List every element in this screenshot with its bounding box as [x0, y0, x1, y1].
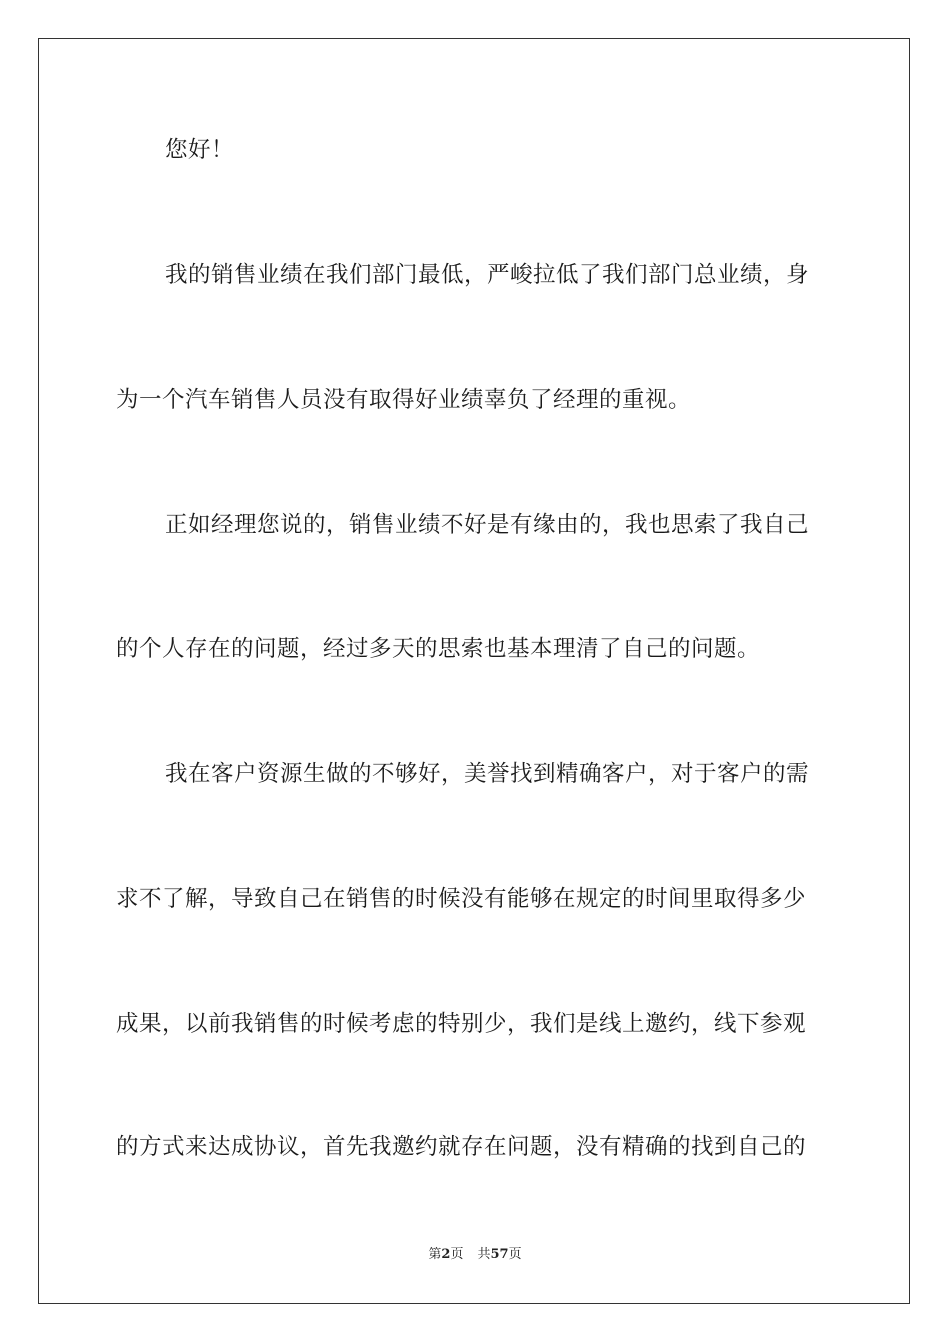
paragraph-line: 成果，以前我销售的时候考虑的特别少，我们是线上邀约，线下参观 [116, 1011, 807, 1037]
paragraph-line: 正如经理您说的，销售业绩不好是有缘由的，我也思索了我自己 [165, 512, 810, 538]
page-frame [38, 38, 910, 1304]
paragraph-line: 求不了解，导致自己在销售的时候没有能够在规定的时间里取得多少 [116, 886, 807, 912]
paragraph-line: 我的销售业绩在我们部门最低，严峻拉低了我们部门总业绩，身 [165, 262, 810, 288]
greeting-line: 您好！ [165, 137, 235, 163]
page-prefix: 第 [428, 1247, 442, 1262]
paragraph-line: 我在客户资源生做的不够好，美誉找到精确客户，对于客户的需 [165, 761, 810, 787]
page-suffix: 页 [450, 1247, 464, 1262]
total-pages: 57 [490, 1247, 509, 1262]
page-number: 2 [441, 1247, 451, 1262]
total-suffix: 页 [508, 1247, 522, 1262]
total-prefix: 共 [477, 1247, 491, 1262]
page-footer [0, 1246, 950, 1264]
paragraph-line: 为一个汽车销售人员没有取得好业绩辜负了经理的重视。 [116, 387, 692, 413]
paragraph-line: 的方式来达成协议，首先我邀约就存在问题，没有精确的找到自己的 [116, 1134, 807, 1160]
paragraph-line: 的个人存在的问题，经过多天的思索也基本理清了自己的问题。 [116, 636, 761, 662]
